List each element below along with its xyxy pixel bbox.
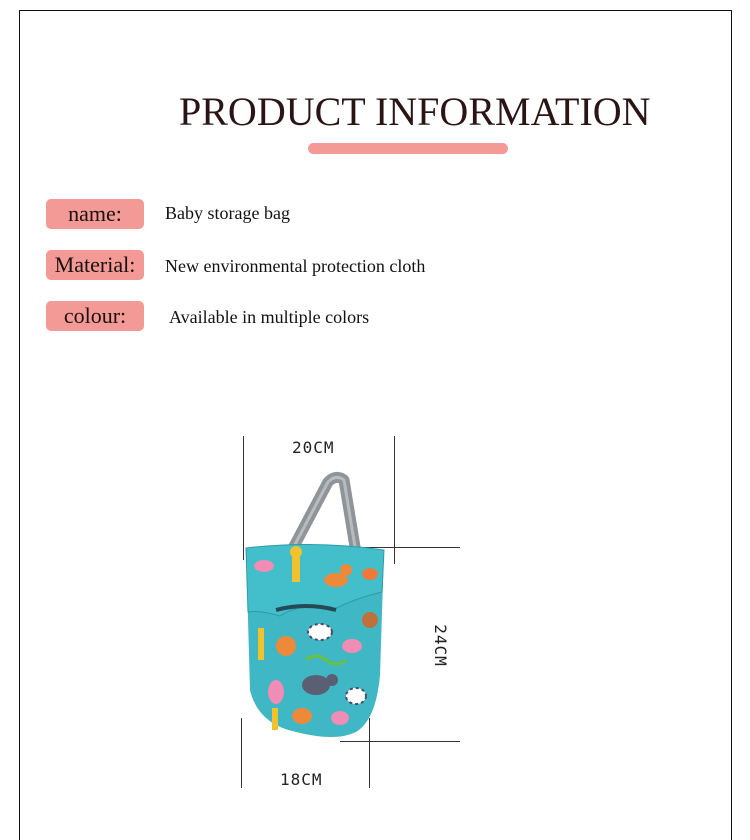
- spec-value-name: Baby storage bag: [165, 203, 290, 223]
- dim-width-bottom: 18CM: [280, 770, 323, 789]
- dim-width-top: 20CM: [292, 438, 335, 457]
- title-underline: [308, 143, 508, 154]
- spec-label-material: Material:: [46, 250, 144, 280]
- spec-value-material: New environmental protection cloth: [165, 256, 426, 276]
- spec-value-colour: Available in multiple colors: [169, 307, 370, 327]
- dim-height: 24CM: [430, 624, 450, 667]
- spec-label-colour: colour:: [46, 301, 144, 331]
- product-bag-image: [236, 470, 396, 745]
- spec-label-name: name:: [46, 199, 144, 229]
- page-title: PRODUCT INFORMATION: [179, 89, 651, 134]
